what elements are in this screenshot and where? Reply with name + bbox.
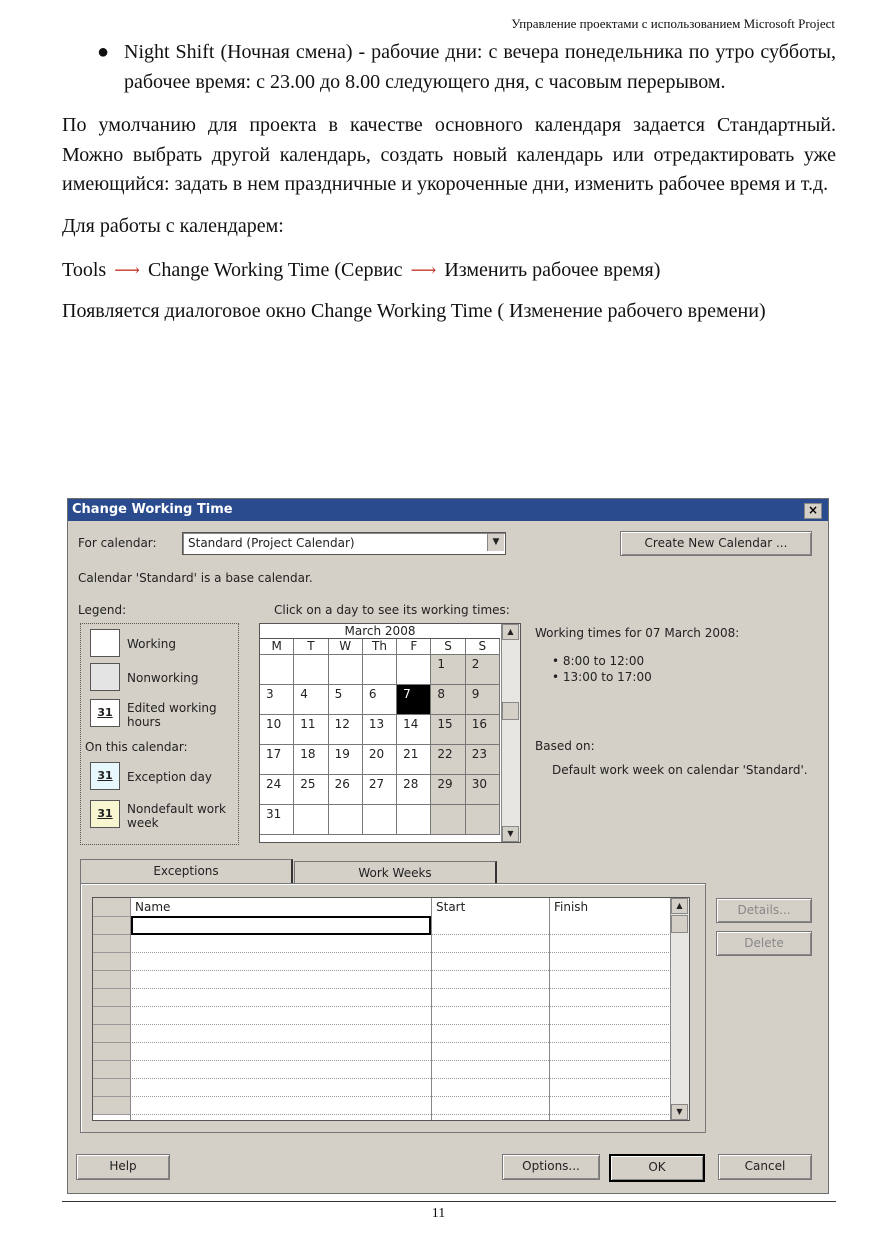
calendar-empty-cell <box>294 655 328 685</box>
scroll-up-icon[interactable]: ▲ <box>502 624 519 640</box>
month-calendar <box>259 623 521 843</box>
table-row[interactable] <box>93 952 671 971</box>
running-header: Управление проектами с использованием Microsoft Project <box>511 16 835 31</box>
calendar-day[interactable]: 24 <box>260 775 294 805</box>
tab-exceptions[interactable]: Exceptions <box>80 859 293 883</box>
calendar-empty-cell <box>431 805 465 835</box>
calendar-day[interactable]: 14 <box>397 715 431 745</box>
row-header[interactable] <box>93 1042 131 1061</box>
working-times-title: Working times for 07 March 2008: <box>535 626 740 640</box>
scroll-down-icon[interactable]: ▼ <box>671 1104 688 1120</box>
calendar-day[interactable]: 11 <box>294 715 328 745</box>
table-row[interactable] <box>93 1060 671 1079</box>
on-this-calendar-label: On this calendar: <box>85 740 188 754</box>
row-header[interactable] <box>93 1078 131 1097</box>
row-header[interactable] <box>93 952 131 971</box>
calendar-day[interactable]: 25 <box>294 775 328 805</box>
calendar-day[interactable]: 18 <box>294 745 328 775</box>
calendar-empty-cell <box>294 805 328 835</box>
table-row[interactable] <box>93 934 671 953</box>
calendar-day[interactable]: 16 <box>466 715 500 745</box>
row-header[interactable] <box>93 988 131 1007</box>
row-header[interactable] <box>93 1060 131 1079</box>
calendar-weekday-header: F <box>397 639 431 655</box>
legend-exception: Exception day <box>127 770 212 784</box>
options-button[interactable]: Options... <box>502 1154 600 1180</box>
legend-working: Working <box>127 637 176 651</box>
calendar-day[interactable]: 15 <box>431 715 465 745</box>
row-header[interactable] <box>93 916 131 935</box>
calendar-select[interactable] <box>182 532 506 555</box>
help-button[interactable]: Help <box>76 1154 170 1180</box>
table-corner <box>93 898 131 917</box>
arrow-icon: ⟶ <box>114 259 140 280</box>
exceptions-table <box>92 897 690 1121</box>
column-divider <box>549 898 550 1120</box>
calendar-day[interactable]: 4 <box>294 685 328 715</box>
calendar-weekday-header: S <box>466 639 500 655</box>
arrow-icon: ⟶ <box>410 259 437 280</box>
working-time-1: • 8:00 to 12:00 <box>552 654 645 668</box>
calendar-day[interactable]: 22 <box>431 745 465 775</box>
calendar-empty-cell <box>363 655 397 685</box>
dialog-title: Change Working Time <box>68 499 828 521</box>
calendar-empty-cell <box>397 805 431 835</box>
for-calendar-label: For calendar: <box>78 536 157 550</box>
nondefault-swatch: 31 <box>90 800 120 828</box>
table-row[interactable] <box>93 1042 671 1061</box>
col-name-header[interactable]: Name <box>135 900 171 914</box>
menu-path: Tools ⟶ Change Working Time (Сервис ⟶ Изменить рабочее время) <box>62 258 661 281</box>
based-on-text: Default work week on calendar 'Standard'. <box>552 763 808 777</box>
calendar-select-value: Standard (Project Calendar) <box>188 536 355 550</box>
calendar-day[interactable]: 10 <box>260 715 294 745</box>
table-row[interactable] <box>93 1096 671 1115</box>
chevron-down-icon[interactable]: ▼ <box>487 534 504 551</box>
calendar-empty-cell <box>397 655 431 685</box>
calendar-day[interactable]: 30 <box>466 775 500 805</box>
bullet-item <box>62 38 836 97</box>
table-row[interactable] <box>93 988 671 1007</box>
close-icon[interactable]: × <box>804 503 822 519</box>
row-header[interactable] <box>93 934 131 953</box>
calendar-empty-cell <box>363 805 397 835</box>
col-finish-header[interactable]: Finish <box>554 900 589 914</box>
legend-nondefault: Nondefault work week <box>127 802 226 830</box>
bullet-icon: ● <box>97 41 110 63</box>
calendar-day[interactable]: 3 <box>260 685 294 715</box>
calendar-day[interactable]: 23 <box>466 745 500 775</box>
calendar-weekday-header: S <box>431 639 465 655</box>
legend-panel <box>80 623 239 845</box>
footer-rule <box>62 1201 836 1202</box>
cancel-button[interactable]: Cancel <box>718 1154 812 1180</box>
row-header[interactable] <box>93 1096 131 1115</box>
calendar-day[interactable]: 31 <box>260 805 294 835</box>
calendar-day[interactable]: 6 <box>363 685 397 715</box>
calendar-day[interactable]: 9 <box>466 685 500 715</box>
calendar-day[interactable]: 2 <box>466 655 500 685</box>
legend-label: Legend: <box>78 603 127 617</box>
legend-nonworking: Nonworking <box>127 671 199 685</box>
calendar-empty-cell <box>466 805 500 835</box>
calendar-day[interactable]: 12 <box>329 715 363 745</box>
calendar-day[interactable]: 7 <box>397 685 431 715</box>
calendar-day[interactable]: 1 <box>431 655 465 685</box>
scroll-thumb[interactable] <box>502 702 519 720</box>
calendar-weekday-header: W <box>329 639 363 655</box>
delete-button[interactable]: Delete <box>716 931 812 956</box>
calendar-day[interactable]: 17 <box>260 745 294 775</box>
calendar-day[interactable]: 8 <box>431 685 465 715</box>
row-header[interactable] <box>93 970 131 989</box>
calendar-empty-cell <box>329 805 363 835</box>
document-body <box>62 38 836 327</box>
calendar-day[interactable]: 5 <box>329 685 363 715</box>
table-row[interactable] <box>93 1024 671 1043</box>
table-scrollbar[interactable] <box>670 898 689 1120</box>
calendar-scrollbar[interactable] <box>501 624 520 842</box>
table-row[interactable] <box>93 970 671 989</box>
table-row[interactable] <box>93 1006 671 1025</box>
paragraph-work-with-calendar: Для работы с календарем: <box>62 214 284 237</box>
working-swatch <box>90 629 120 657</box>
calendar-day[interactable]: 27 <box>363 775 397 805</box>
click-day-hint: Click on a day to see its working times: <box>274 603 510 617</box>
paragraph-default-calendar: По умолчанию для проекта в качестве основного календаря задается Стандартный. Можно выбрать другой календарь, создать новый календарь или отредактировать уже имеющийся: задать в нем праздничные и укороченные дни, изменить рабочее время и т.д. <box>62 114 836 196</box>
legend-edited: Edited working hours <box>127 701 217 729</box>
calendar-month-title: March 2008 <box>260 624 500 639</box>
bullet-text: Night Shift (Ночная смена) - рабочие дни: с вечера понедельника по утро субботы, рабочее время: с 23.00 до 8.00 следующего дня, с часовым перерывом. <box>124 41 836 93</box>
scroll-down-icon[interactable]: ▼ <box>502 826 519 842</box>
calendar-weekday-header: M <box>260 639 294 655</box>
calendar-day[interactable]: 20 <box>363 745 397 775</box>
name-cell-active[interactable] <box>131 916 431 935</box>
calendar-day[interactable]: 19 <box>329 745 363 775</box>
row-header[interactable] <box>93 1024 131 1043</box>
calendar-day[interactable]: 29 <box>431 775 465 805</box>
scroll-thumb[interactable] <box>671 915 688 933</box>
calendar-day[interactable]: 13 <box>363 715 397 745</box>
calendar-day[interactable]: 26 <box>329 775 363 805</box>
page-number: 11 <box>431 1206 446 1221</box>
row-header[interactable] <box>93 1006 131 1025</box>
col-start-header[interactable]: Start <box>436 900 466 914</box>
calendar-empty-cell <box>260 655 294 685</box>
column-divider <box>431 898 432 1120</box>
calendar-weekday-header: T <box>294 639 328 655</box>
based-on-label: Based on: <box>535 739 595 753</box>
tab-work-weeks[interactable]: Work Weeks <box>294 861 497 885</box>
working-time-2: • 13:00 to 17:00 <box>552 670 652 684</box>
ok-button[interactable]: OK <box>609 1154 705 1182</box>
base-calendar-note: Calendar 'Standard' is a base calendar. <box>78 571 313 585</box>
calendar-grid <box>260 639 500 835</box>
calendar-day[interactable]: 21 <box>397 745 431 775</box>
exception-swatch: 31 <box>90 762 120 790</box>
scroll-up-icon[interactable]: ▲ <box>671 898 688 914</box>
calendar-empty-cell <box>329 655 363 685</box>
calendar-weekday-header: Th <box>363 639 397 655</box>
change-working-time-dialog <box>67 498 829 1194</box>
paragraph-dialog-appears: Появляется диалоговое окно Change Working Time ( Изменение рабочего времени) <box>62 300 766 323</box>
table-row[interactable] <box>93 1078 671 1097</box>
nonworking-swatch <box>90 663 120 691</box>
calendar-day[interactable]: 28 <box>397 775 431 805</box>
edited-hours-swatch: 31 <box>90 699 120 727</box>
create-new-calendar-button[interactable]: Create New Calendar ... <box>620 531 812 556</box>
details-button[interactable]: Details... <box>716 898 812 923</box>
